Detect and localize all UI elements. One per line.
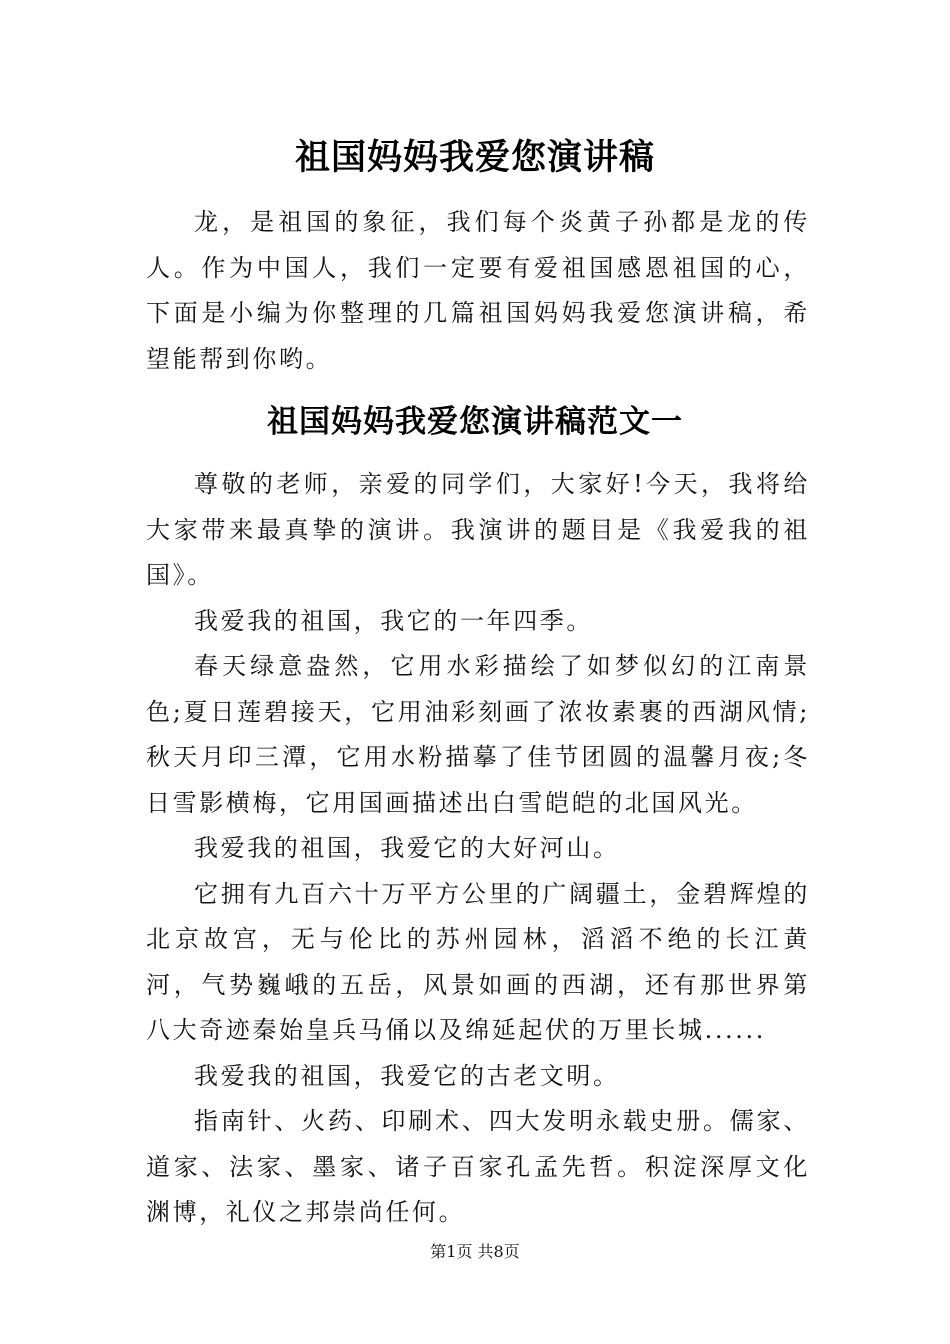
speech-paragraph: 我爱我的祖国，我它的一年四季。 [194, 606, 593, 635]
intro-section [146, 200, 810, 382]
speech-body [146, 462, 810, 1236]
intro-paragraph: 龙，是祖国的象征，我们每个炎黄子孙都是龙的传人。作为中国人，我们一定要有爱祖国感恩祖国的心，下面是小编为你整理的几篇祖国妈妈我爱您演讲稿，希望能帮到你哟。 [146, 208, 810, 373]
speech-paragraph: 指南针、火药、印刷术、四大发明永载史册。儒家、道家、法家、墨家、诸子百家孔孟先哲。积淀深厚文化渊博，礼仪之邦崇尚任何。 [146, 1107, 810, 1226]
section-title: 祖国妈妈我爱您演讲稿范文一 [267, 404, 683, 440]
document-title: 祖国妈妈我爱您演讲稿 [294, 137, 655, 178]
speech-paragraph: 春天绿意盎然，它用水彩描绘了如梦似幻的江南景色;夏日莲碧接天，它用油彩刻画了浓妆素裹的西湖风情;秋天月印三潭，它用水粉描摹了佳节团圆的温馨月夜;冬日雪影横梅，它用国画描述出白雪皑皑的北国风光。 [146, 652, 810, 817]
speech-paragraph: 它拥有九百六十万平方公里的广阔疆土，金碧辉煌的北京故宫，无与伦比的苏州园林，滔滔不绝的长江黄河，气势巍峨的五岳，风景如画的西湖，还有那世界第八大奇迹秦始皇兵马俑以及绵延起伏的万里长城...... [146, 879, 810, 1044]
speech-paragraph: 尊敬的老师，亲爱的同学们，大家好!今天，我将给大家带来最真挚的演讲。我演讲的题目是《我爱我的祖国》。 [146, 470, 810, 589]
page-number-footer: 第1页 共8页 [430, 1242, 520, 1261]
speech-paragraph: 我爱我的祖国，我爱它的古老文明。 [194, 1061, 620, 1090]
speech-paragraph: 我爱我的祖国，我爱它的大好河山。 [194, 834, 620, 862]
